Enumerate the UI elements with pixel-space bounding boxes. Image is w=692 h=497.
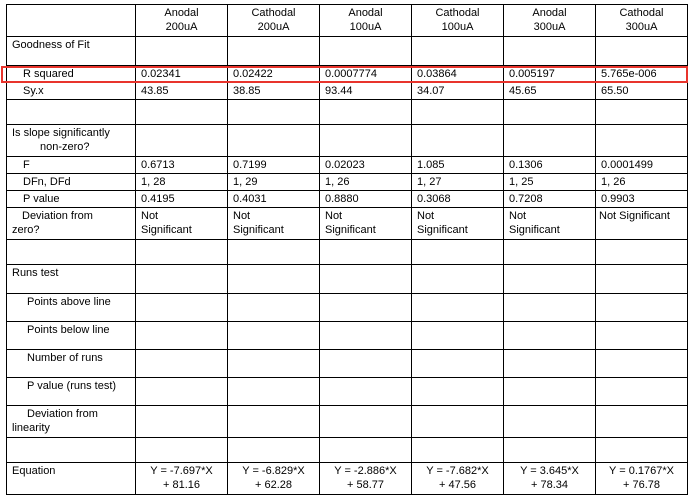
- cell: 1, 29: [228, 174, 320, 191]
- row-label: Points above line: [7, 294, 136, 322]
- cell: 0.7208: [504, 191, 596, 208]
- cell: Not Significant: [596, 208, 688, 240]
- equation-cell: Y = -7.697*X + 81.16: [136, 463, 228, 495]
- table-row: [7, 294, 688, 322]
- cell: 1, 27: [412, 174, 504, 191]
- row-label: P value: [7, 191, 136, 208]
- table-row: [7, 208, 688, 240]
- section-row: [7, 265, 688, 294]
- row-label: DFn, DFd: [7, 174, 136, 191]
- row-label: Points below line: [7, 322, 136, 350]
- cell: 65.50: [596, 83, 688, 100]
- header-corner: [7, 5, 136, 37]
- cell: Not Significant: [228, 208, 320, 240]
- table-row: [7, 350, 688, 378]
- section-label: Is slope significantly non-zero?: [7, 125, 136, 157]
- col-header: Cathodal 200uA: [228, 5, 320, 37]
- cell: 0.02341: [136, 66, 228, 83]
- cell: 45.65: [504, 83, 596, 100]
- table-row: [7, 378, 688, 406]
- cell: 0.4031: [228, 191, 320, 208]
- cell: 1, 28: [136, 174, 228, 191]
- cell: 0.02422: [228, 66, 320, 83]
- section-row: [7, 125, 688, 157]
- equation-row: [7, 463, 688, 495]
- equation-cell: Y = -2.886*X + 58.77: [320, 463, 412, 495]
- row-label: F: [7, 157, 136, 174]
- results-table: [6, 4, 688, 495]
- equation-cell: Y = 0.1767*X + 76.78: [596, 463, 688, 495]
- cell: 0.005197: [504, 66, 596, 83]
- row-label: Sy.x: [7, 83, 136, 100]
- col-header: Cathodal 100uA: [412, 5, 504, 37]
- cell: 0.1306: [504, 157, 596, 174]
- cell: 43.85: [136, 83, 228, 100]
- cell: 5.765e-006: [596, 66, 688, 83]
- cell: 0.8880: [320, 191, 412, 208]
- cell: 0.0007774: [320, 66, 412, 83]
- equation-cell: Y = -7.682*X + 47.56: [412, 463, 504, 495]
- row-label: P value (runs test): [7, 378, 136, 406]
- cell: Not Significant: [136, 208, 228, 240]
- header-row: [7, 5, 688, 37]
- cell: 38.85: [228, 83, 320, 100]
- row-label: Deviation from linearity: [7, 406, 136, 438]
- equation-cell: Y = 3.645*X + 78.34: [504, 463, 596, 495]
- section-label: Goodness of Fit: [7, 37, 136, 66]
- cell: 0.7199: [228, 157, 320, 174]
- cell: 1, 25: [504, 174, 596, 191]
- equation-cell: Y = -6.829*X + 62.28: [228, 463, 320, 495]
- col-header: Cathodal 300uA: [596, 5, 688, 37]
- table-row: [7, 191, 688, 208]
- cell: 34.07: [412, 83, 504, 100]
- cell: 1.085: [412, 157, 504, 174]
- row-label: R squared: [7, 66, 136, 83]
- cell: 0.6713: [136, 157, 228, 174]
- row-label: Deviation from zero?: [7, 208, 136, 240]
- section-row: [7, 37, 688, 66]
- cell: 0.0001499: [596, 157, 688, 174]
- table-row: [7, 66, 688, 83]
- spacer-row: [7, 240, 688, 265]
- cell: Not Significant: [504, 208, 596, 240]
- col-header: Anodal 300uA: [504, 5, 596, 37]
- table-row: [7, 157, 688, 174]
- col-header: Anodal 200uA: [136, 5, 228, 37]
- cell: Not Significant: [412, 208, 504, 240]
- cell: 93.44: [320, 83, 412, 100]
- table-row: [7, 174, 688, 191]
- cell: 0.03864: [412, 66, 504, 83]
- cell: 0.9903: [596, 191, 688, 208]
- row-label: Number of runs: [7, 350, 136, 378]
- cell: 1, 26: [596, 174, 688, 191]
- cell: 0.02023: [320, 157, 412, 174]
- cell: 1, 26: [320, 174, 412, 191]
- table-row: [7, 83, 688, 100]
- cell: 0.3068: [412, 191, 504, 208]
- table-row: [7, 322, 688, 350]
- spacer-row: [7, 438, 688, 463]
- cell: Not Significant: [320, 208, 412, 240]
- spacer-row: [7, 100, 688, 125]
- cell: 0.4195: [136, 191, 228, 208]
- section-label: Runs test: [7, 265, 136, 294]
- col-header: Anodal 100uA: [320, 5, 412, 37]
- table-row: [7, 406, 688, 438]
- section-label: Equation: [7, 463, 136, 495]
